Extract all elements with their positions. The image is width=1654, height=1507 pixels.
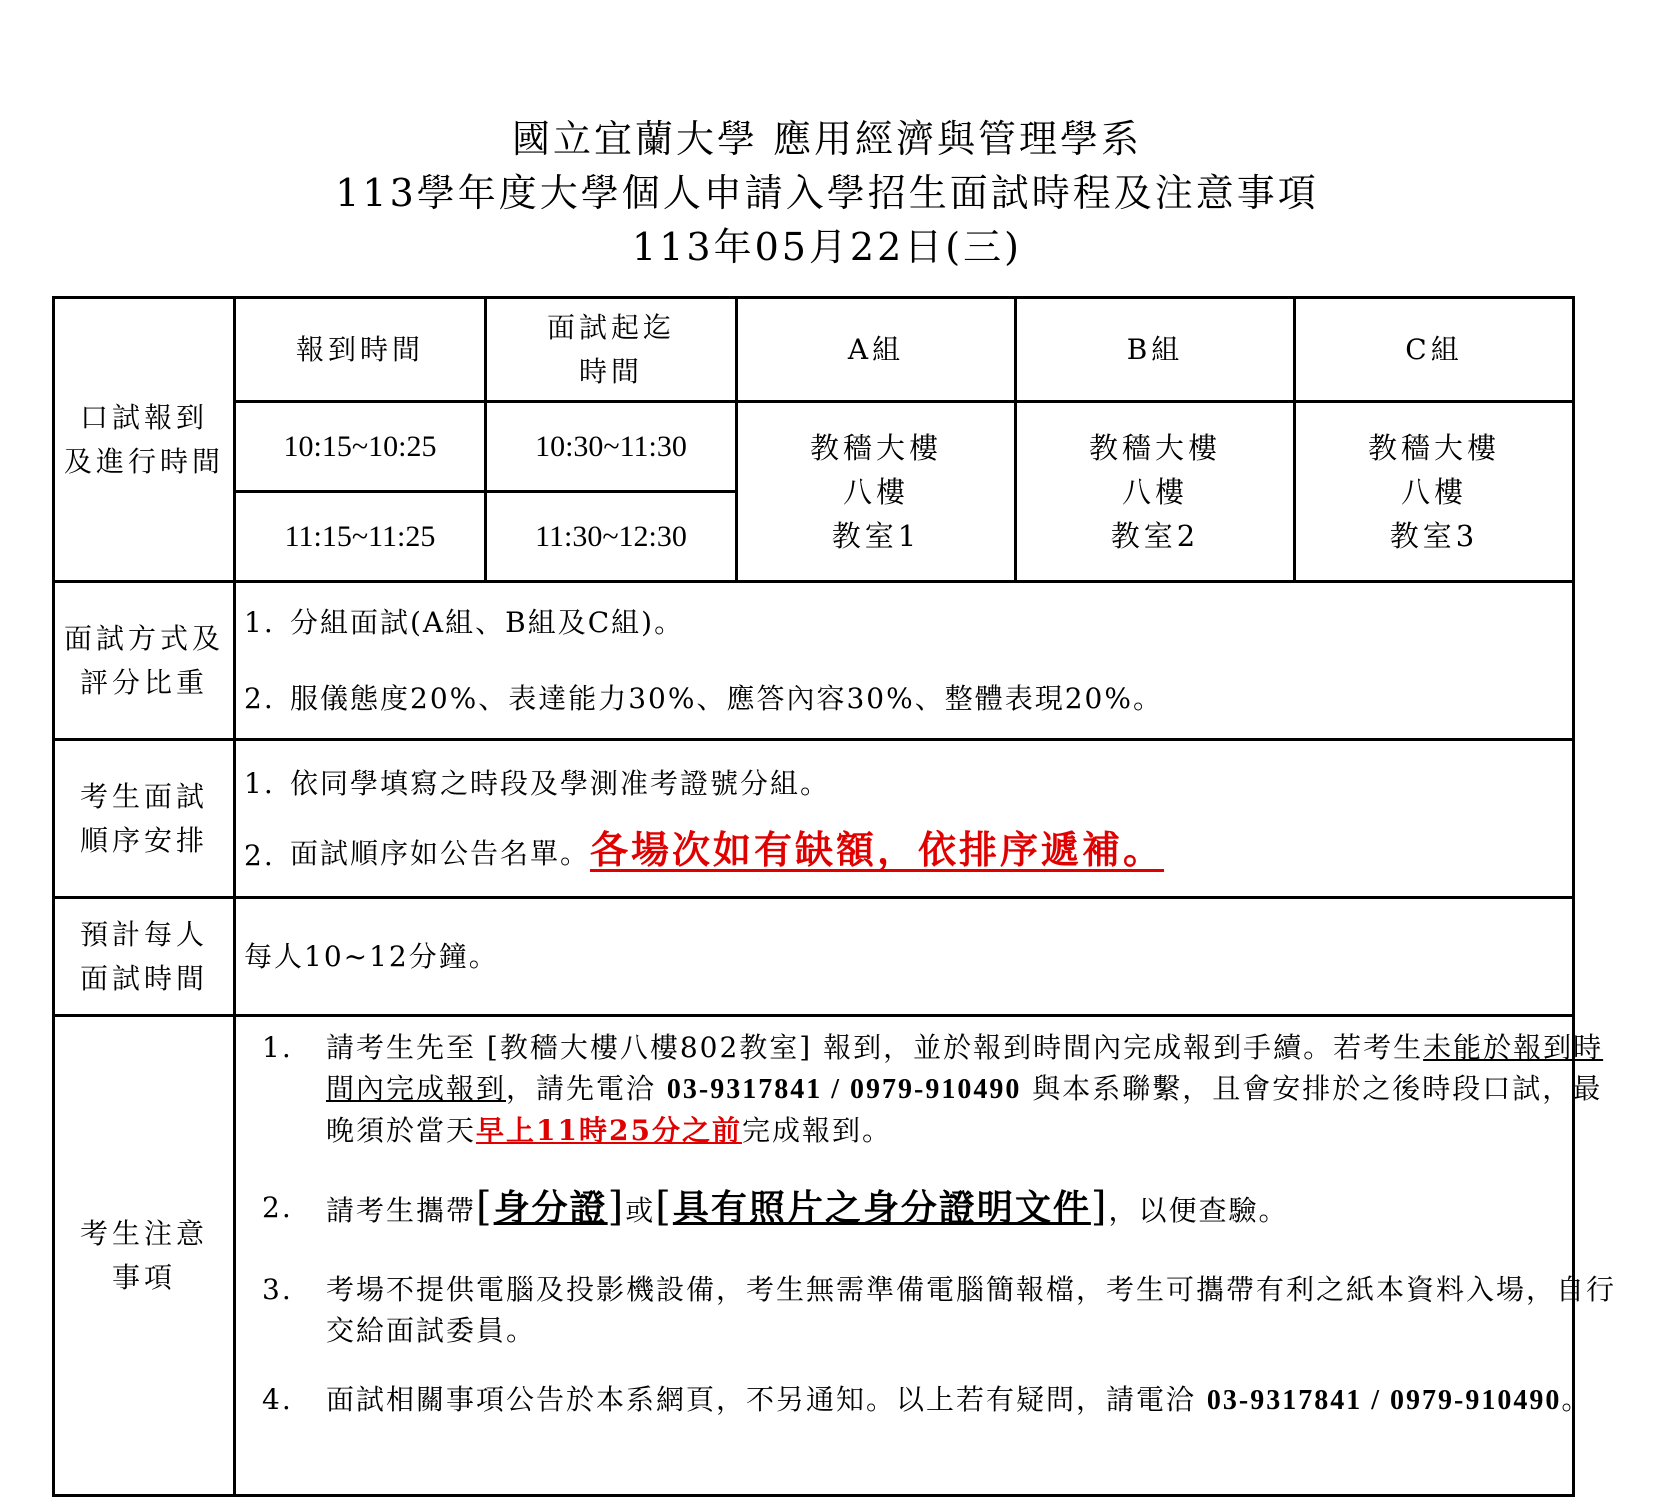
document-title [0,112,1654,274]
label-notes: 考生注意 事項 [54,1016,235,1496]
label-checkin-time: 口試報到 及進行時間 [54,298,235,582]
label-method: 面試方式及 評分比重 [54,582,235,740]
contact-phone: 03-9317841 / 0979-910490 [1206,1385,1562,1416]
header-group-b: B組 [1016,298,1295,402]
order-content [235,740,1574,898]
photo-id-document: 具有照片之身分證明文件 [672,1187,1091,1229]
list-item: 2. 面試順序如公告名單。各場次如有缺額，依排序遞補。 [244,826,1165,872]
room-c: 教穡大樓 八樓 教室3 [1295,402,1574,582]
label-order: 考生面試 順序安排 [54,740,235,898]
list-item: 2. 服儀態度20%、表達能力30%、應答內容30%、整體表現20%。 [244,681,1163,715]
header-interview: 面試起迄 時間 [486,298,737,402]
deadline-notice: 早上11時25分之前 [476,1114,742,1147]
label-duration: 預計每人 面試時間 [54,898,235,1016]
contact-phone: 03-9317841 / 0979-910490 [666,1074,1022,1105]
header-group-a: A組 [737,298,1016,402]
note-3: 3. 考場不提供電腦及投影機設備，考生無需準備電腦簡報檔，考生可攜帶有利之紙本資料入場，自行交給面試委員。 [262,1273,1617,1347]
id-card: 身分證 [493,1187,608,1229]
notes-content [235,1016,1617,1496]
list-item: 1. 依同學填寫之時段及學測准考證號分組。 [244,766,831,800]
title-date: 113年05月22日(三) [632,225,1022,269]
header-checkin: 報到時間 [235,298,486,402]
slot2-interview: 11:30~12:30 [486,492,737,582]
room-a: 教穡大樓 八樓 教室1 [737,402,1016,582]
note-4: 4. 面試相關事項公告於本系網頁，不另通知。以上若有疑問，請電洽 03-9317841 / 0979-910490。 [262,1383,1592,1416]
room-b: 教穡大樓 八樓 教室2 [1016,402,1295,582]
note-2: 2. 請考生攜帶[身分證]或[具有照片之身分證明文件]，以便查驗。 [262,1184,1289,1230]
slot1-checkin: 10:15~10:25 [235,402,486,492]
method-content [235,582,1574,740]
slot2-checkin: 11:15~11:25 [235,492,486,582]
title-university: 國立宜蘭大學 應用經濟與管理學系 [511,117,1143,161]
schedule-table [52,296,1617,1497]
title-event: 113學年度大學個人申請入學招生面試時程及注意事項 [335,171,1319,215]
slot1-interview: 10:30~11:30 [486,402,737,492]
duration-content: 每人10~12分鐘。 [235,898,1574,1016]
list-item: 1. 分組面試(A組、B組及C組)。 [244,605,685,639]
note-1: 1. 請考生先至 [教穡大樓八樓802教室] 報到，並於報到時間內完成報到手續。若考生未能於報到時間內完成報到，請先電洽 03-9317841 / 0979-910490 與本系聯繫，且會安排於之後時段口試，最晚須於當天早上11時25分之前完成報到。 [262,1031,1604,1147]
vacancy-notice: 各場次如有缺額，依排序遞補。 [590,826,1165,872]
header-group-c: C組 [1295,298,1574,402]
